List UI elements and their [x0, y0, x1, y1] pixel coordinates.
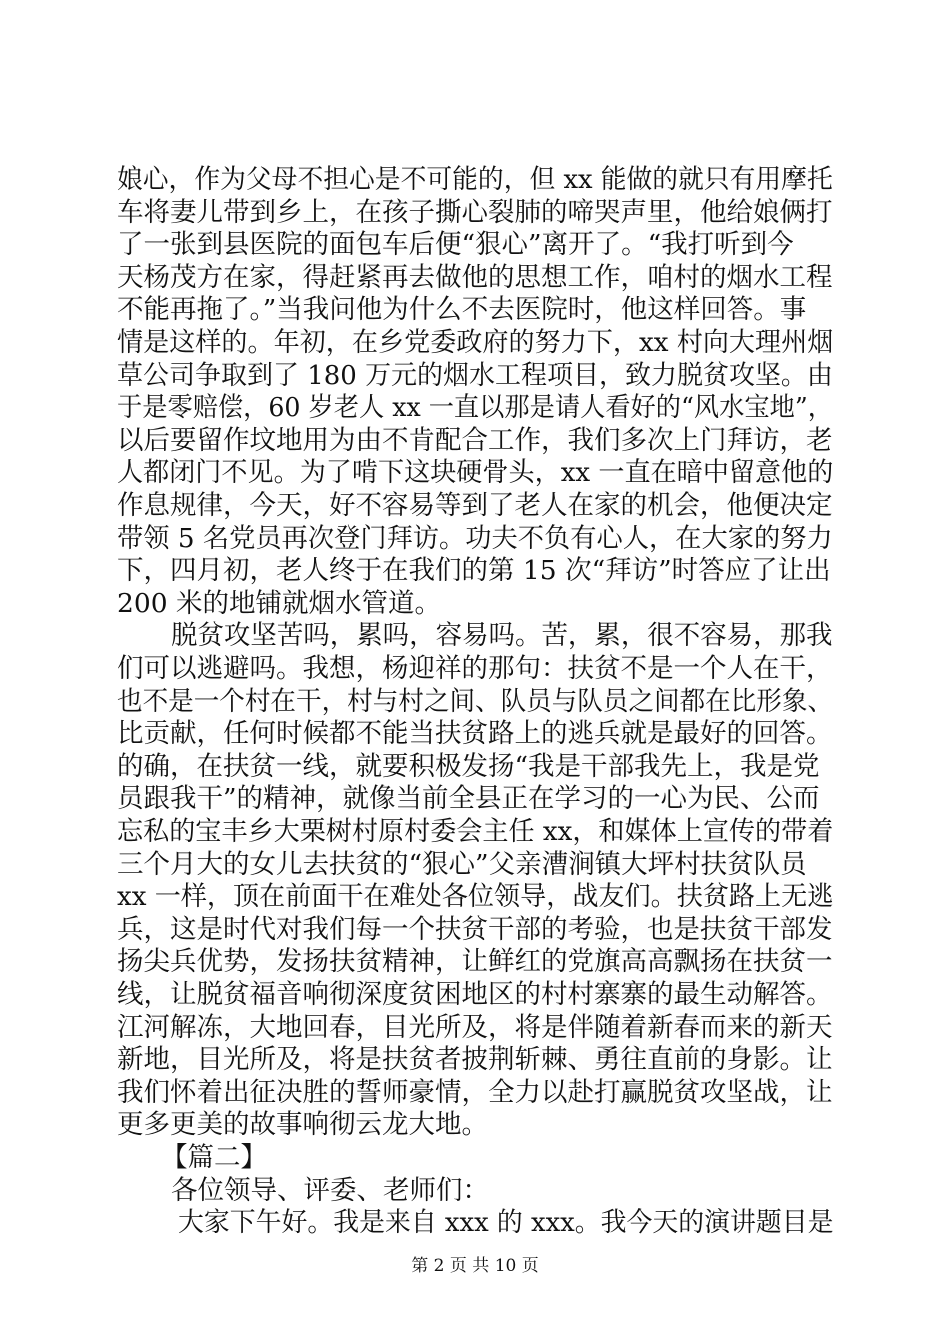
text-line: 江河解冻，大地回春，目光所及，将是伴随着新春而来的新天 — [117, 1012, 833, 1043]
text-line: 天杨茂方在家，得赶紧再去做他的思想工作，咱村的烟水工程 — [117, 262, 833, 293]
text-line: 也不是一个村在干，村与村之间、队员与队员之间都在比形象、 — [117, 686, 834, 717]
text-line: 了一张到县医院的面包车后便“狠心”离开了。“我打听到今 — [117, 229, 794, 260]
text-line: 扬尖兵优势，发扬扶贫精神，让鲜红的党旗高高飘扬在扶贫一 — [117, 946, 833, 977]
text-line: 三个月大的女儿去扶贫的“狠心”父亲漕涧镇大坪村扶贫队员 — [117, 849, 807, 880]
text-line: 更多更美的故事响彻云龙大地。 — [117, 1109, 488, 1140]
text-line: 草公司争取到了 180 万元的烟水工程项目，致力脱贫攻坚。由 — [117, 360, 833, 391]
text-line: 情是这样的。年初，在乡党委政府的努力下，xx 村向大理州烟 — [117, 327, 834, 358]
text-line: 新地，目光所及，将是扶贫者披荆斩棘、勇往直前的身影。让 — [117, 1044, 833, 1075]
text-line: 兵，这是时代对我们每一个扶贫干部的考验，也是扶贫干部发 — [117, 914, 833, 945]
text-line: 下，四月初，老人终于在我们的第 15 次“拜访”时答应了让出 — [117, 555, 831, 586]
text-line: 不能再拖了。”当我问他为什么不去医院时，他这样回答。事 — [117, 294, 807, 325]
text-line: 作息规律，今天，好不容易等到了老人在家的机会，他便决定 — [117, 490, 833, 521]
paragraph-start-line: 大家下午好。我是来自 xxx 的 xxx。我今天的演讲题目是 — [178, 1207, 834, 1238]
text-line: 员跟我干”的精神，就像当前全县正在学习的一心为民、公而 — [117, 783, 820, 814]
text-line: 200 米的地铺就烟水管道。 — [117, 588, 442, 619]
text-line: 我们怀着出征决胜的誓师豪情，全力以赴打赢脱贫攻坚战，让 — [117, 1077, 833, 1108]
page-number-footer: 第 2 页 共 10 页 — [411, 1256, 539, 1276]
text-line: xx 一样，顶在前面干在难处各位领导，战友们。扶贫路上无逃 — [117, 881, 834, 912]
text-line: 线，让脱贫福音响彻深度贫困地区的村村寨寨的最生动解答。 — [117, 979, 833, 1010]
text-line: 车将妻儿带到乡上，在孩子撕心裂肺的啼哭声里，他给娘俩打 — [117, 197, 833, 228]
salutation-line: 各位领导、评委、老师们： — [171, 1175, 489, 1206]
text-line: 娘心，作为父母不担心是不可能的，但 xx 能做的就只有用摩托 — [117, 164, 833, 195]
text-line: 于是零赔偿，60 岁老人 xx 一直以那是请人看好的“风水宝地”， — [117, 392, 833, 423]
paragraph-start-line: 脱贫攻坚苦吗，累吗，容易吗。苦，累，很不容易，那我 — [171, 620, 833, 651]
text-line: 以后要留作坟地用为由不肯配合工作，我们多次上门拜访，老 — [117, 425, 833, 456]
section-heading: 【篇二】 — [161, 1142, 267, 1173]
text-line: 人都闭门不见。为了啃下这块硬骨头，xx 一直在暗中留意他的 — [117, 457, 834, 488]
text-line: 带领 5 名党员再次登门拜访。功夫不负有心人，在大家的努力 — [117, 523, 833, 554]
text-line: 们可以逃避吗。我想，杨迎祥的那句：扶贫不是一个人在干， — [117, 653, 833, 684]
text-line: 的确，在扶贫一线，就要积极发扬“我是干部我先上，我是党 — [117, 751, 820, 782]
text-line: 比贡献，任何时候都不能当扶贫路上的逃兵就是最好的回答。 — [117, 718, 833, 749]
text-line: 忘私的宝丰乡大栗树村原村委会主任 xx，和媒体上宣传的带着 — [117, 816, 834, 847]
